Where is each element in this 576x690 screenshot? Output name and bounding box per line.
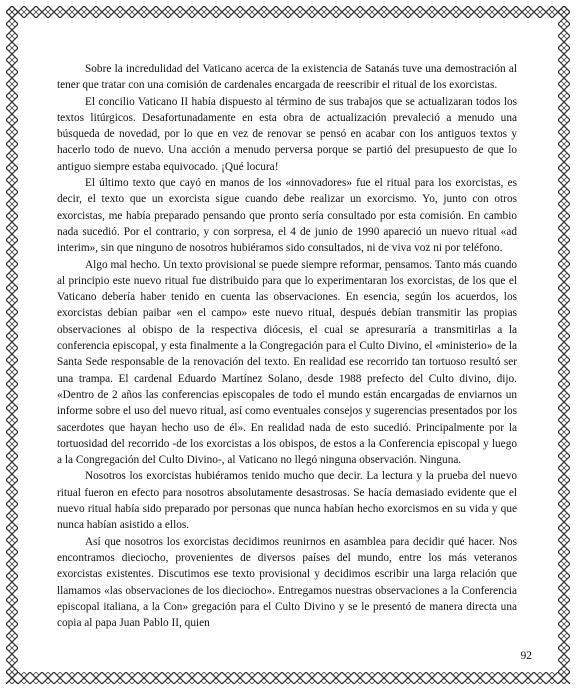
paragraph: Algo mal hecho. Un texto provisional se puede siempre reformar, pensamos. Tanto más cuando al principio este nuevo ritual fue distribuido para que lo experimentaran los exorcistas, de los que el Vaticano debería haber tenido en cuenta las observaciones. En esencia, según los acuerdos, los exorcistas debían paibar «en el campo» este nuevo ritual, después debían transmitir las propias observaciones al obispo de la respectiva diócesis, el cual se apresuraría a transmitirlas a la conferencia episcopal, y esta finalmente a la Congregación para el Culto Divino, el «ministerio» de la Santa Sede responsable de la renovación del texto. En realidad ese recorrido tan tortuoso resultó ser una trampa. El cardenal Eduardo Martínez Solano, desde 1988 prefecto del Culto divino, dijo. «Dentro de 2 años las conferencias episcopales de todo el mundo están encargadas de enviarnos un informe sobre el uso del nuevo ritual, así como eventuales consejos y sugerencias presentados por los sacerdotes que hayan hecho uso de él». En realidad nada de esto sucedió. Principalmente por la tortuosidad del recorrido -de los exorcistas a los obispos, de estos a la Conferencia episcopal y luego a la Congregación del Culto Divino-, al Vaticano no llegó ninguna observación. Ninguna. (57, 258, 517, 467)
page-number: 92 (520, 650, 532, 662)
paragraph: Así que nosotros los exorcistas decidimos reunirnos en asamblea para decidir qué hacer. Nos encontramos dieciocho, provenientes de diversos países del mundo, entre los más veteranos exorcistas existentes. Discutimos ese texto provisional y decidimos escribir una larga relación que llamamos «las observaciones de los dieciocho». Entregamos nuestras observaciones a la Conferencia episcopal italiana, a la Con» gregación para el Culto Divino y se le presentó de manera directa una copia al papa Juan Pablo II, quien (57, 535, 517, 630)
paragraph: Nosotros los exorcistas hubiéramos tenido mucho que decir. La lectura y la prueba del nuevo ritual fueron en efecto para nosotros absolutamente desastrosas. Se hacía demasiado evidente que el nuevo ritual había sido preparado por personas que nunca habían hecho exorcismos en su vida y que nunca habían asistido a ellos. (57, 470, 517, 532)
paragraph: El concilio Vaticano II había dispuesto al término de sus trabajos que se actualizaran todos los textos litúrgicos. Desafortunadamente en esta obra de actualización prevaleció a menudo una búsqueda de novedad, por lo que en vez de renovar se pensó en acabar con los antiguos textos y hacerlo todo de nuevo. Una acción a menudo perversa porque se partió del presupuesto de que lo antiguo siempre estaba equivocado. ¡Qué locura! (57, 95, 517, 173)
paragraph: El último texto que cayó en manos de los «innovadores» fue el ritual para los exorcistas, es decir, el texto que un exorcista sigue cuando debe realizar un exorcismo. Yo, junto con otros exorcistas, me había preparado pensando que pronto sería consultado por esta comisión. En cambio nada sucedió. Por el contrario, y con sorpresa, el 4 de junio de 1990 apareció un nuevo ritual «ad interim», sin que ninguno de nosotros hubiéramos sido consultados, ni de viva voz ni por teléfono. (57, 177, 517, 255)
body-text (57, 61, 517, 631)
paragraph: Sobre la incredulidad del Vaticano acerca de la existencia de Satanás tuve una demostración al tener que tratar con una comisión de cardenales encargada de reescribir el ritual de los exorcistas. (57, 63, 517, 92)
